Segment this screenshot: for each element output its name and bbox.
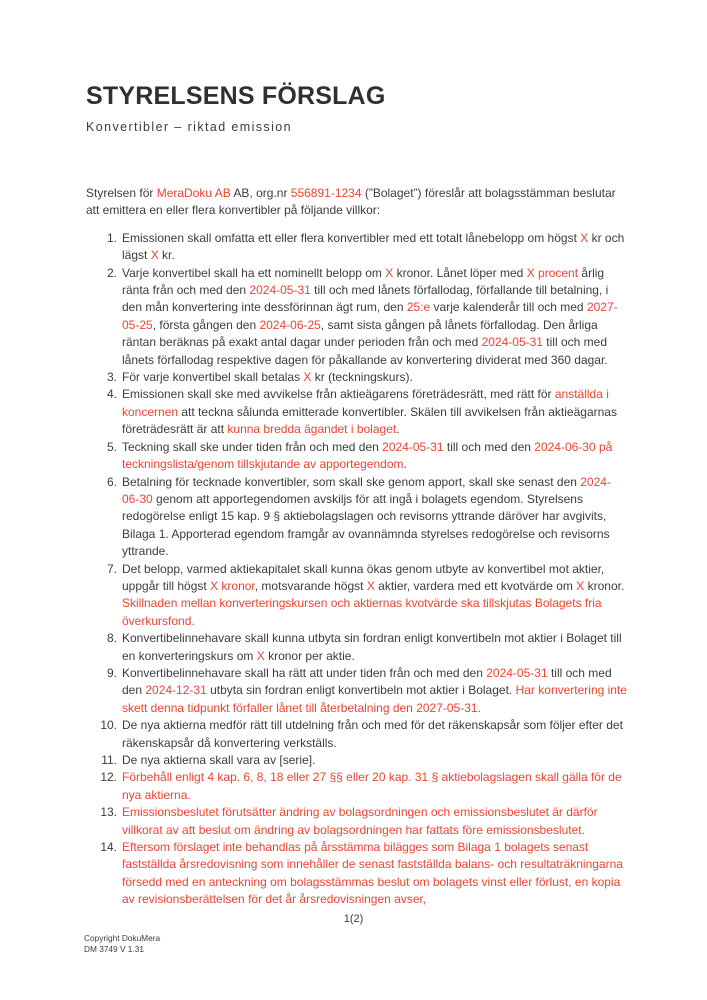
list-item	[86, 717, 627, 752]
item-number: 5.	[106, 439, 117, 454]
item-number: 7.	[106, 561, 117, 576]
text-run: De nya aktierna medför rätt till utdelning från och med för det räkenskapsår som följer efter det räkenskapsår då konvertering verkställs.	[122, 718, 623, 750]
placeholder-red-text: 2024-06-25	[259, 317, 321, 332]
item-number: 6.	[106, 474, 117, 489]
item-text	[122, 386, 627, 438]
page-subtitle: Konvertibler – riktad emission	[86, 120, 292, 134]
item-text	[122, 665, 627, 717]
list-item	[86, 752, 627, 769]
item-text	[122, 230, 627, 265]
document-body	[86, 185, 627, 909]
placeholder-red-text: X	[576, 578, 585, 593]
placeholder-red-text: X kronor	[210, 578, 255, 593]
item-number: 14.	[100, 840, 117, 855]
list-item	[86, 561, 627, 631]
list-item	[86, 386, 627, 438]
item-text	[122, 474, 627, 561]
list-item	[86, 804, 627, 839]
item-text	[122, 630, 627, 665]
text-run: Teckning skall ske under tiden från och med den	[122, 439, 383, 454]
text-run: , samt sista gången på lånets förfallodag. Den årliga räntan beräknas på exakt antal dagar under perioden från och med	[122, 317, 598, 350]
text-run: Styrelsen för	[86, 186, 157, 200]
text-run: Betalning för tecknade konvertibler, som skall ske genom apport, skall ske senast den	[122, 474, 581, 489]
placeholder-red-text: 2027-05-25	[122, 300, 618, 332]
placeholder-red-text: 2024-06-30	[122, 474, 611, 506]
text-run: , motsvarande högst	[254, 578, 367, 593]
placeholder-red-text: 2024-05-31	[382, 439, 444, 454]
placeholder-red-text: Eftersom förslaget inte behandlas på årsstämma bilägges som Bilaga 1 bolagets senast fastställda årsredovisning som innehåller de senast fastställda balans- och resultaträkningarna försedd med en anteckning om bolagsstämmas beslut om bolagets vinst eller förlust, en kopia av revisionsberättelsen för det år årsredovisningen avser,	[122, 840, 623, 907]
placeholder-red-text: 25:e	[406, 300, 431, 315]
placeholder-red-text: kunna bredda ägandet i bolaget	[227, 422, 397, 437]
page-number: 1(2)	[343, 913, 364, 925]
list-item	[86, 369, 627, 386]
text-run: För varje konvertibel skall betalas	[122, 370, 304, 385]
text-run: kronor per aktie.	[264, 648, 355, 663]
text-run: Emissionen skall ske med avvikelse från aktieägarens företrädesrätt, med rätt för	[122, 387, 555, 402]
text-run: AB, org.nr	[230, 186, 291, 200]
item-text	[122, 769, 627, 804]
item-text	[122, 752, 627, 769]
text-run: att teckna sålunda emitterade konvertibler. Skälen till avvikelsen från aktieägarnas företrädesrätt är att	[122, 404, 617, 437]
placeholder-red-text: 2024-12-31	[145, 683, 207, 698]
placeholder-red-text: MeraDoku AB	[156, 186, 231, 200]
text-run: varje kalenderår till och med	[430, 300, 587, 315]
text-run: kr och lägst	[122, 230, 625, 263]
item-number: 13.	[100, 805, 117, 820]
text-run: Emissionen skall omfatta ett eller flera konvertibler med ett totalt lånebelopp om högst	[122, 230, 581, 245]
text-run: kronor.	[584, 578, 625, 593]
text-run: kr.	[158, 248, 175, 263]
text-run: Konvertibelinnehavare skall ha rätt att under tiden från och med den	[122, 665, 487, 680]
text-run: Konvertibelinnehavare skall kunna utbyta sin fordran enligt konvertibeln mot aktier i Bolaget till en konverteringskurs om	[122, 631, 622, 663]
list-item	[86, 230, 627, 265]
list-item	[86, 439, 627, 474]
placeholder-red-text: X	[580, 230, 589, 245]
placeholder-red-text: X	[366, 578, 375, 593]
list-item	[86, 474, 627, 561]
text-run: till och med den	[122, 665, 612, 698]
item-number: 11.	[101, 753, 117, 767]
placeholder-red-text: 2024-06-30 på teckningslista/genom tillskjutande av apportegendom	[122, 439, 613, 472]
placeholder-red-text: X	[303, 370, 312, 385]
placeholder-red-text: 2024-05-31	[481, 335, 543, 350]
placeholder-red-text: X	[385, 265, 394, 280]
item-number: 12.	[100, 770, 117, 785]
placeholder-red-text: X	[256, 648, 265, 663]
list-item	[86, 265, 627, 369]
text-run: , första gången den	[152, 317, 260, 332]
text-run: .	[403, 457, 407, 472]
item-text	[122, 717, 627, 752]
item-text	[122, 839, 627, 909]
item-number: 2.	[106, 265, 117, 280]
item-number: 8.	[106, 631, 117, 646]
placeholder-red-text: 2024-05-31	[486, 665, 548, 680]
text-run: årlig ränta från och med den	[122, 265, 605, 298]
list-item	[86, 630, 627, 665]
page-title: STYRELSENS FÖRSLAG	[86, 82, 386, 110]
footer-copyright-block	[84, 933, 160, 954]
intro-paragraph	[86, 185, 627, 220]
item-text	[122, 439, 627, 474]
placeholder-red-text: 2024-05-31	[249, 283, 311, 298]
item-text	[122, 369, 627, 386]
text-run: kronor. Lånet löper med	[393, 265, 527, 280]
placeholder-red-text: Har konvertering inte skett denna tidpunkt förfaller lånet till återbetalning den 2027-05-31.	[122, 683, 627, 715]
copyright-line: Copyright DokuMera	[84, 933, 161, 943]
text-run: aktier, vardera med ett kvotvärde om	[374, 578, 577, 593]
text-run: De nya aktierna skall vara av [serie].	[122, 753, 316, 767]
text-run: till och med lånets förfallodag, förfallande till betalning, i den mån konvertering inte dessförinnan ägt rum, den	[122, 283, 609, 315]
item-number: 10.	[100, 718, 117, 733]
text-run: till och med lånets förfallodag respektive dagen för påkallande av konvertering dividerat med 360 dagar.	[122, 335, 608, 367]
item-text	[122, 804, 627, 839]
list-item	[86, 839, 627, 909]
placeholder-red-text: 556891-1234	[290, 186, 362, 200]
item-number: 1.	[106, 230, 117, 245]
placeholder-red-text: Skillnaden mellan konverteringskursen och aktiernas kvotvärde ska tillskjutas Bolagets fria överkursfond.	[122, 596, 602, 628]
item-text	[122, 561, 627, 631]
list-item	[86, 665, 627, 717]
text-run: genom att apportegendomen avskiljs för att ingå i bolagets egendom. Styrelsens redogörelse enligt 15 kap. 9 § aktiebolagslagen och revisorns yttrande däröver har avgivits, Bilaga 1. Apporterad egendom framgår av ovannämnda styrelses redogörelse och revisorns yttrande.	[122, 491, 610, 559]
item-text	[122, 265, 627, 369]
text-run: utbyta sin fordran enligt konvertibeln mot aktier i Bolaget.	[206, 683, 516, 698]
item-number: 4.	[106, 387, 117, 402]
list-item	[86, 769, 627, 804]
text-run: till och med den	[443, 439, 535, 454]
text-run: Det belopp, varmed aktiekapitalet skall kunna ökas genom utbyte av konvertibel mot aktier, uppgår till högst	[122, 561, 605, 593]
item-number: 9.	[106, 665, 117, 680]
placeholder-red-text: X procent	[526, 265, 579, 280]
placeholder-red-text: X	[150, 248, 159, 263]
placeholder-red-text: Emissionsbeslutet förutsätter ändring av bolagsordningen och emissionsbeslutet är därför villkorat av att beslut om ändring av bolagsordningen har fattats före emissionsbeslutet.	[122, 805, 598, 837]
text-run: (”Bolaget”) föreslår att bolagsstämman beslutar att emittera en eller flera konvertibler på följande villkor:	[86, 186, 616, 218]
placeholder-red-text: anställda i koncernen	[122, 387, 609, 419]
placeholder-red-text: Förbehåll enligt 4 kap. 6, 8, 18 eller 27 §§ eller 20 kap. 31 § aktiebolagslagen skall gälla för de nya aktierna.	[122, 770, 622, 802]
text-run: Varje konvertibel skall ha ett nominellt belopp om	[122, 265, 386, 280]
text-run: .	[396, 422, 400, 437]
terms-list	[86, 230, 627, 909]
doc-code-line: DM 3749 V 1.31	[84, 943, 144, 954]
item-number: 3.	[106, 370, 117, 385]
text-run: kr (teckningskurs).	[311, 370, 413, 385]
